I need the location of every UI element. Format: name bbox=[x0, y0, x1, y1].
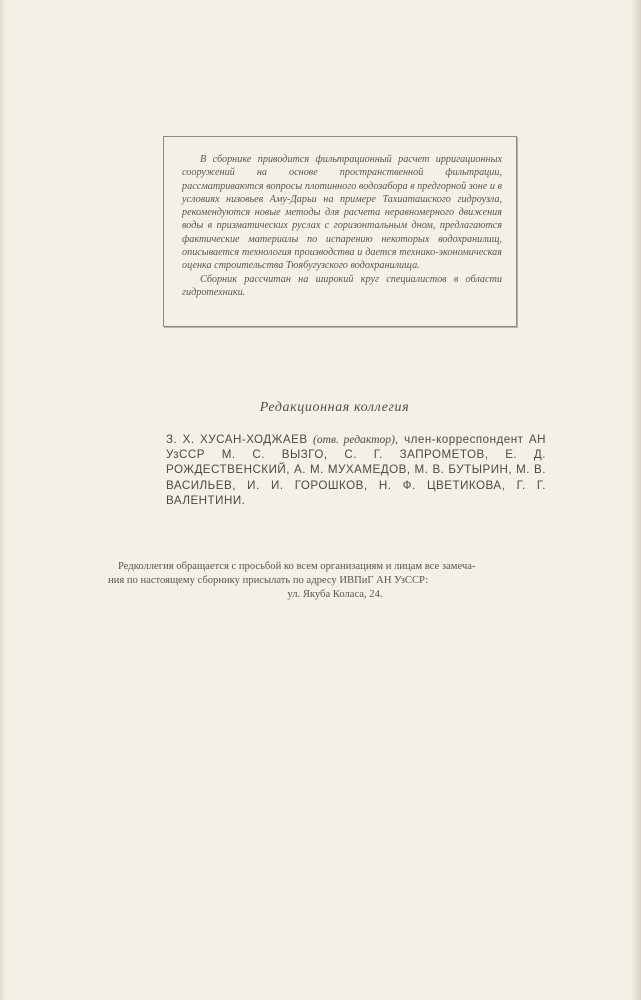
abstract-box bbox=[163, 136, 517, 327]
notice-line-1: Редколлегия обращается с просьбой ко всем организациям и лицам все замеча- bbox=[118, 561, 476, 572]
editorial-notice bbox=[108, 560, 596, 602]
notice-line-3: ул. Якуба Коласа, 24. bbox=[287, 589, 383, 600]
page-edge-right bbox=[631, 0, 641, 1000]
page-edge-left bbox=[0, 0, 6, 1000]
editor-name: З. Х. ХУСАН-ХОДЖАЕВ bbox=[166, 433, 308, 446]
editorial-board-members bbox=[166, 432, 546, 508]
editor-role: (отв. редактор) bbox=[312, 433, 395, 446]
abstract-paragraph-1: В сборнике приводится фильтрационный расчет ирригационных сооружений на основе пространственной фильтрации, рассматриваются вопросы плотинного водозабора в предгорной зоне и в условиях низовьев Аму-Дарьи на примере Тахиаташского гидроузла, рекомендуются новые методы для расчета неравномерного движения воды в призматических руслах с горизонтальным дном, предлагаются фактические материалы по испарению некоторых водохранилищ, описывается технология производства и дается технико-экономическая оценка строительства Тюябугузского водохранилища. bbox=[182, 154, 502, 272]
notice-line-2: ния по настоящему сборнику присылать по адресу ИВПиГ АН УзССР: bbox=[108, 575, 429, 586]
editorial-board-title: Редакционная коллегия bbox=[259, 400, 410, 415]
members-list: , член-корреспондент АН УзССР М. С. ВЫЗГО, С. Г. ЗАПРОМЕТОВ, Е. Д. РОЖДЕСТВЕНСКИЙ, А. М. МУХАМЕДОВ, М. В. БУТЫРИН, М. В. ВАСИЛЬЕВ, И. И. ГОРОШКОВ, Н. Ф. ЦВЕТИКОВА, Г. Г. ВАЛЕНТИНИ. bbox=[166, 433, 546, 507]
abstract-text bbox=[182, 153, 502, 299]
abstract-paragraph-2: Сборник рассчитан на широкий круг специалистов в области гидротехники. bbox=[182, 273, 502, 298]
